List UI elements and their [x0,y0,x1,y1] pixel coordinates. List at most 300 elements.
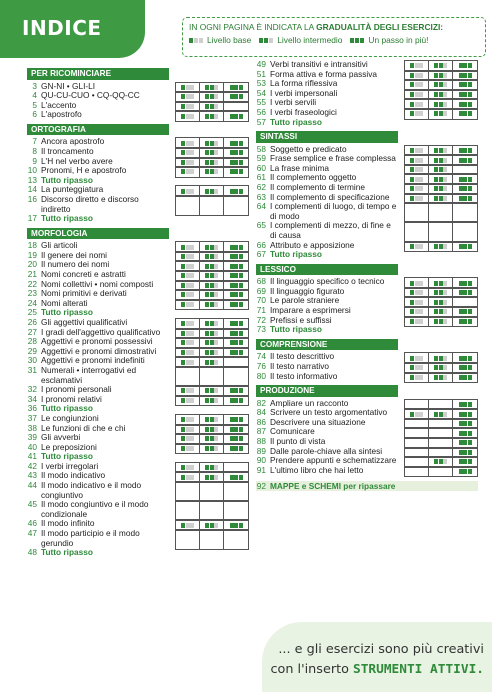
level-square [234,273,238,278]
level-square [214,388,218,393]
entry-title: Il genere dei nomi [41,249,107,260]
level-square [190,340,194,345]
level-boxes [404,202,478,223]
level-square [419,158,423,163]
level-square [186,523,190,528]
level-square [463,102,467,107]
level-square [439,300,443,305]
level-square [214,292,218,297]
level-square [468,365,472,370]
level-square [443,356,447,361]
level-square [205,475,209,480]
footer-banner [262,622,492,692]
index-entry[interactable] [27,110,249,120]
level-cell [224,501,248,520]
level-square [463,111,467,116]
level-boxes [404,466,478,478]
level-square [214,475,218,480]
entry-title: Aggettivi e pronomi indefiniti [41,355,145,366]
level-square [186,189,190,194]
level-square [439,82,443,87]
level-square [410,365,414,370]
level-square [181,321,185,326]
level-square [415,63,419,68]
level-square [459,365,463,370]
level-square [210,189,214,194]
level-square [230,446,234,451]
level-square [230,417,234,422]
level-square [468,196,472,201]
level-square [234,150,238,155]
page-number: 19 [27,249,37,260]
level-square [419,102,423,107]
index-entry[interactable] [27,214,249,224]
level-square [210,340,214,345]
page-number: 86 [256,416,266,427]
level-square [239,189,243,194]
entry-title: Dalle parole-chiave alla sintesi [270,445,383,456]
level-square [190,189,194,194]
entry-title: L'H nel verbo avere [41,155,113,166]
level-square [439,177,443,182]
level-square [459,290,463,295]
index-entry[interactable] [256,221,478,240]
level-square [205,104,209,109]
level-square [234,160,238,165]
level-square [463,148,467,153]
level-square [439,196,443,201]
entry-title: I verbi irregolari [41,460,99,471]
level-square [214,360,218,365]
level-square [210,436,214,441]
level-cell [429,467,453,477]
legend-intro-bold: GRADUALITÀ DEGLI ESERCIZI: [316,22,444,32]
level-square [186,160,190,165]
level-square [230,160,234,165]
level-square [415,412,419,417]
level-square [459,177,463,182]
level-square [214,398,218,403]
level-square [239,169,243,174]
entry-title: Il punto di vista [270,436,326,446]
level-square [434,186,438,191]
index-entry[interactable] [256,372,478,382]
level-square [190,465,194,470]
level-square [439,412,443,417]
entry-title: Tutto ripasso [41,451,93,462]
level-square [468,82,472,87]
index-entry[interactable] [27,548,249,558]
level-square [439,111,443,116]
level-square [234,398,238,403]
page-number: 68 [256,276,266,287]
entry-title: Tutto ripasso [270,324,322,335]
level-square [186,264,190,269]
level-square [210,283,214,288]
level-cell [200,501,224,520]
entry-title: I complementi di luogo, di tempo e di modo [270,201,397,221]
level-square [463,402,467,407]
level-square [214,85,218,90]
page-number: 41 [27,451,37,462]
page-number: 70 [256,295,266,306]
level-square [190,169,194,174]
level-square [234,302,238,307]
entry-title: QU-CU-CUO • CQ-QQ-CC [41,90,140,101]
level-square [234,340,238,345]
level-square [439,290,443,295]
level-square [190,427,194,432]
index-entry[interactable] [27,195,249,214]
page-number: 58 [256,143,266,154]
page-number: 38 [27,422,37,433]
index-entry[interactable] [27,366,249,385]
level-square [230,340,234,345]
level-square [186,446,190,451]
index-entry[interactable] [256,118,478,128]
page-number: 3 [32,80,37,91]
level-square [439,73,443,78]
entry-title: Le funzioni di che e chi [41,422,126,433]
page-number: 40 [27,441,37,452]
level-square [234,446,238,451]
legend-levels [189,35,479,46]
entry-title: L'accento [41,99,77,110]
entry-title: La frase minima [270,162,330,173]
level-square [205,283,209,288]
level-square [239,340,243,345]
level-square [459,356,463,361]
entry-title: Prendere appunti e schematizzare [270,455,397,466]
level-square [190,141,194,146]
page-number: 9 [32,155,37,166]
page-number: 39 [27,432,37,443]
level-square [468,440,472,445]
level-square [239,114,243,119]
legend-label: Un passo in più! [368,34,429,45]
level-square [468,148,472,153]
page-number: 47 [27,528,37,539]
level-square [230,283,234,288]
level-square [181,85,185,90]
level-square [439,102,443,107]
entry-title: Tutto ripasso [41,174,93,185]
level-cell [176,501,200,520]
level-square [468,412,472,417]
level-square [186,292,190,297]
level-cell [453,203,477,222]
level-square [468,158,472,163]
index-entry[interactable] [256,202,478,221]
entry-title: Il numero dei nomi [41,259,110,270]
level-square [419,196,423,201]
page-number: 56 [256,106,266,117]
level-square [269,38,273,43]
level-square [415,244,419,249]
level-square [234,141,238,146]
level-square [434,459,438,464]
difficulty-legend [182,17,486,57]
page-number: 71 [256,305,266,316]
level-square [419,309,423,314]
level-square [443,73,447,78]
index-tab [0,0,145,58]
level-square [410,92,414,97]
level-cell [405,203,429,222]
page-number: 66 [256,239,266,250]
page-number: 43 [27,470,37,481]
level-square [434,158,438,163]
page-number: 17 [27,213,37,224]
level-square [415,148,419,153]
entry-title: Tutto ripasso [41,547,93,558]
level-square [190,264,194,269]
level-square [205,245,209,250]
level-square [230,150,234,155]
level-square [210,475,214,480]
level-square [468,375,472,380]
level-square [468,281,472,286]
level-cell [405,222,429,241]
level-square [205,523,209,528]
level-square [459,92,463,97]
level-square [468,186,472,191]
level-square [415,356,419,361]
level-square [230,350,234,355]
entry-title: I complementi di mezzo, di fine e di causa [270,220,391,240]
entry-title: Il testo informativo [270,370,338,381]
level-square [186,417,190,422]
level-square [205,340,209,345]
level-square [205,114,209,119]
level-square [439,356,443,361]
level-square [419,365,423,370]
level-square [230,427,234,432]
level-square [181,331,185,336]
level-cell [429,222,453,241]
level-square [214,427,218,432]
entry-title: Numerali • interrogativi ed esclamativi [41,364,137,385]
level-square [181,436,185,441]
level-square [181,340,185,345]
level-square [214,302,218,307]
level-square [443,412,447,417]
level-square [463,73,467,78]
level-square [459,412,463,417]
index-entry[interactable] [256,466,478,476]
level-square [230,254,234,259]
level-square [234,523,238,528]
level-square [443,111,447,116]
level-square [463,92,467,97]
level-square [234,292,238,297]
section-header: LESSICO [256,264,398,276]
level-square [230,114,234,119]
index-entry[interactable] [27,529,249,548]
level-square [205,273,209,278]
level-square [186,427,190,432]
level-square [230,302,234,307]
level-square [181,360,185,365]
level-square [439,167,443,172]
index-entry[interactable] [256,325,478,335]
page-number: 65 [256,220,266,231]
level-square [443,459,447,464]
level-square [190,360,194,365]
entry-title: Tutto ripasso [270,116,322,127]
level-square [234,331,238,336]
level-square [419,356,423,361]
level-square [415,102,419,107]
section-header: ORTOGRAFIA [27,124,169,136]
level-square [239,245,243,250]
page-number: 23 [27,288,37,299]
entry-title: Tutto ripasso [41,307,93,318]
level-square [234,189,238,194]
page-number: 10 [27,165,37,176]
level-square [459,102,463,107]
section-header: MORFOLOGIA [27,228,169,240]
level-square [459,402,463,407]
level-square [410,290,414,295]
level-square [214,321,218,326]
level-square [205,85,209,90]
level-square [186,360,190,365]
level-square [181,398,185,403]
entry-title: Nomi collettivi • nomi composti [41,278,154,289]
level-square [415,158,419,163]
level-square [190,245,194,250]
level-square [239,321,243,326]
level-square [410,281,414,286]
entry-title: Gli articoli [41,240,78,251]
page-number: 34 [27,393,37,404]
level-square [199,38,203,43]
level-square [210,446,214,451]
level-square [439,319,443,324]
page-number: 46 [27,518,37,529]
level-square [239,264,243,269]
level-square [190,523,194,528]
level-square [210,85,214,90]
level-cell [224,367,248,386]
level-square [181,302,185,307]
level-square [214,104,218,109]
level-square [181,141,185,146]
level-square [181,427,185,432]
level-square [190,331,194,336]
level-square [410,356,414,361]
entry-title: Il modo participio e il modo gerundio [41,528,140,548]
index-entry[interactable] [27,500,249,519]
level-square [468,356,472,361]
page-number: 28 [27,336,37,347]
level-square [210,302,214,307]
level-square [210,160,214,165]
level-square [210,104,214,109]
index-entry[interactable] [27,481,249,500]
level-boxes [404,372,478,384]
level-square [205,398,209,403]
level-square [230,141,234,146]
level-square [459,319,463,324]
page-number: 59 [256,153,266,164]
page-number: 73 [256,324,266,335]
page-number: 25 [27,307,37,318]
level-square [190,85,194,90]
level-square [239,273,243,278]
level-square [463,196,467,201]
page-number: 92 [256,481,266,492]
level-square [434,281,438,286]
level-square [443,148,447,153]
entry-title: Nomi alterati [41,297,88,308]
page-number: 42 [27,460,37,471]
level-square [463,450,467,455]
page-number: 36 [27,403,37,414]
level-square [463,244,467,249]
level-square [234,283,238,288]
level-square [214,417,218,422]
entry-title: Il testo narrativo [270,360,330,371]
entry-title: I verbi servili [270,97,317,108]
level-square [439,244,443,249]
level-square [434,167,438,172]
level-square [205,360,209,365]
section-header: COMPRENSIONE [256,339,398,351]
level-square [443,82,447,87]
legend-item [189,35,251,46]
level-square [434,111,438,116]
footer-line-2 [271,662,485,677]
page-number: 88 [256,436,266,446]
level-boxes [175,110,249,122]
level-square [181,114,185,119]
level-cell [405,467,429,477]
level-square [190,446,194,451]
level-square [239,427,243,432]
page-number: 5 [32,99,37,110]
page-number: 22 [27,278,37,289]
entry-title: Comunicare [270,426,315,437]
index-entry[interactable] [256,250,478,260]
level-square [459,459,463,464]
level-square [443,309,447,314]
level-square [190,475,194,480]
level-square [210,254,214,259]
page-number: 16 [27,193,37,204]
level-square [459,450,463,455]
page-number: 18 [27,240,37,251]
level-square [190,350,194,355]
level-boxes [404,221,478,242]
level-square [439,365,443,370]
entry-title: Prefissi e suffissi [270,314,332,325]
level-square [459,469,463,474]
level-cell [429,373,453,383]
mappe-entry[interactable] [256,481,478,491]
page-number: 30 [27,355,37,366]
level-square [410,375,414,380]
entry-title: Attributo e apposizione [270,239,355,250]
level-square [410,111,414,116]
level-square [443,244,447,249]
level-square [415,375,419,380]
level-square [264,38,268,43]
level-square [186,150,190,155]
level-cell [453,467,477,477]
level-square [463,421,467,426]
